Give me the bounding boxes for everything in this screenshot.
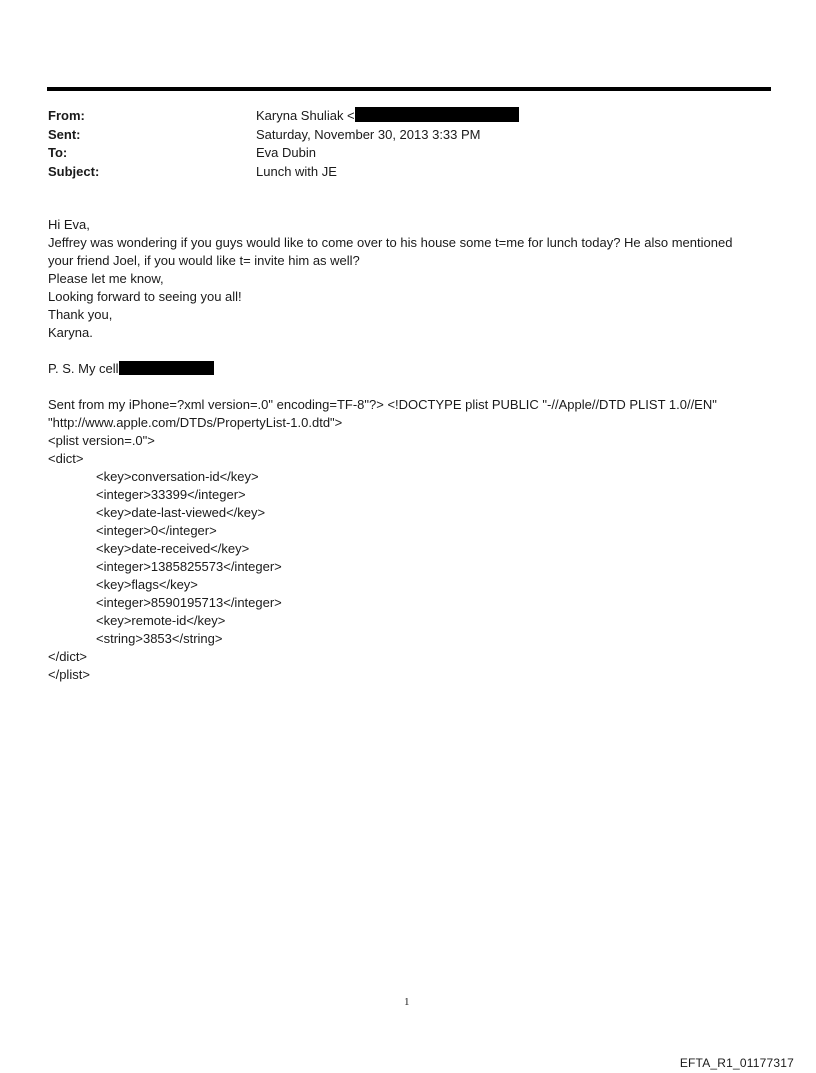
redaction-box xyxy=(119,361,214,375)
sent-label: Sent: xyxy=(48,126,81,142)
sent-from-line: Sent from my iPhone=?xml version=.0" encoding=TF-8"?> <!DOCTYPE plist PUBLIC "-//Apple//DTD PLIST 1.0//EN" xyxy=(48,397,717,412)
to-label: To: xyxy=(48,145,68,160)
sent-row xyxy=(48,126,519,145)
body-line: Jeffrey was wondering if you guys would like to come over to his house some t=me for lunch today? He also mentioned xyxy=(48,235,733,250)
signature: Karyna. xyxy=(48,325,93,340)
from-row xyxy=(48,107,519,126)
subject-label: Subject: xyxy=(48,163,100,179)
plist-line: <key>remote-id</key> xyxy=(96,613,226,628)
body-line: Please let me know, xyxy=(48,271,164,286)
sent-value: Saturday, November 30, 2013 3:33 PM xyxy=(256,126,481,142)
plist-line: <key>date-received</key> xyxy=(96,541,250,556)
from-label: From: xyxy=(48,108,85,123)
dict-close: </dict> xyxy=(48,649,88,664)
postscript xyxy=(48,360,778,378)
spacer xyxy=(48,378,778,396)
from-name: Karyna Shuliak < xyxy=(256,108,355,123)
bates-number: EFTA_R1_01177317 xyxy=(679,1056,794,1070)
greeting: Hi Eva, xyxy=(48,217,90,232)
subject-value: Lunch with JE xyxy=(256,163,337,179)
from-value xyxy=(256,107,519,126)
spacer xyxy=(48,342,778,360)
plist-line: <string>3853</string> xyxy=(96,631,223,646)
to-row xyxy=(48,144,519,163)
plist-open: <plist version=.0"> xyxy=(48,433,155,448)
plist-line: <integer>0</integer> xyxy=(96,523,217,538)
email-header xyxy=(48,107,519,181)
plist-line: <integer>1385825573</integer> xyxy=(96,559,282,574)
page-number: 1 xyxy=(404,996,410,1008)
email-body xyxy=(48,216,778,684)
body-line: Thank you, xyxy=(48,307,113,322)
postscript-text: P. S. My cell xyxy=(48,361,119,376)
plist-line: <integer>8590195713</integer> xyxy=(96,595,282,610)
body-line: Looking forward to seeing you all! xyxy=(48,289,242,304)
plist-line: <integer>33399</integer> xyxy=(96,487,246,502)
subject-row xyxy=(48,163,519,182)
to-value: Eva Dubin xyxy=(256,145,316,160)
plist-close: </plist> xyxy=(48,667,90,682)
dict-open: <dict> xyxy=(48,451,84,466)
body-line: your friend Joel, if you would like t= invite him as well? xyxy=(48,253,360,268)
header-rule xyxy=(47,87,771,91)
dtd-line: "http://www.apple.com/DTDs/PropertyList-1.0.dtd"> xyxy=(48,415,343,430)
plist-line: <key>flags</key> xyxy=(96,577,198,592)
redaction-box xyxy=(355,107,519,122)
plist-line: <key>conversation-id</key> xyxy=(96,469,259,484)
plist-line: <key>date-last-viewed</key> xyxy=(96,505,266,520)
